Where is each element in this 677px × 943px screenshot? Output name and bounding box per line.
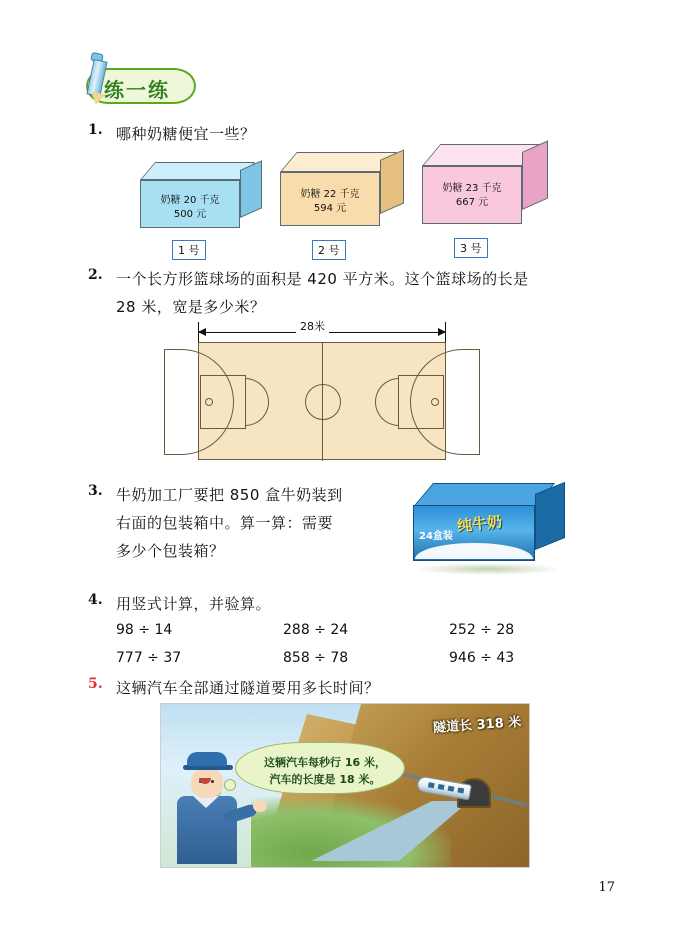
basketball-court-figure: [198, 318, 488, 463]
court-dimension-line: [198, 318, 446, 340]
exercise-5-number: 5.: [88, 676, 103, 692]
exercise-3-number: 3.: [88, 483, 103, 499]
candy-box-2-tag: 2 号: [312, 240, 346, 260]
exercise-1-text: 哪种奶糖便宜一些？: [116, 125, 256, 143]
exercise-5-text: 这辆汽车全部通过隧道要用多长时间？: [116, 679, 380, 697]
exercise-4-text: 用竖式计算，并验算。: [116, 595, 272, 613]
badge-label: 练一练: [104, 78, 170, 102]
speech-bubble-line1: 这辆汽车每秒行 16 米，: [264, 756, 386, 769]
exercise-3-line1: 牛奶加工厂要把 850 盒牛奶装到: [116, 486, 343, 504]
exercise-4-number: 4.: [88, 592, 103, 608]
page-number: 17: [598, 880, 615, 895]
candy-box-3-line1: 奶糖 23 千克: [442, 183, 502, 194]
court-rectangle: [198, 342, 446, 460]
character-illustration: [171, 752, 249, 864]
milk-brand-label: 纯牛奶: [456, 512, 503, 536]
candy-box-2-line1: 奶糖 22 千克: [300, 189, 360, 200]
calc-4: 777 ÷ 37: [116, 650, 182, 666]
exercise-2-number: 2.: [88, 267, 103, 283]
calc-6: 946 ÷ 43: [449, 650, 515, 666]
calc-3: 252 ÷ 28: [449, 622, 515, 638]
candy-box-1-tag: 1 号: [172, 240, 206, 260]
exercise-3-line3: 多少个包装箱？: [116, 542, 225, 560]
speech-bubble-line2: 汽车的长度是 18 米。: [269, 773, 381, 786]
calc-5: 858 ÷ 78: [283, 650, 349, 666]
exercise-2-line2: 28 米，宽是多少米？: [116, 298, 266, 316]
candy-box-3-line2: 667 元: [455, 197, 489, 208]
candy-boxes-figure: [140, 140, 560, 255]
milk-carton-figure: [405, 483, 585, 583]
candy-box-2-line2: 594 元: [313, 203, 347, 214]
tunnel-length-label: 隧道长 318 米: [432, 714, 522, 737]
milk-count-label: 24盒装: [419, 531, 453, 542]
practice-badge: [74, 52, 204, 110]
exercise-1-number: 1.: [88, 122, 103, 138]
exercise-2-line1: 一个长方形篮球场的面积是 420 平方米。这个篮球场的长是: [116, 270, 529, 288]
calc-1: 98 ÷ 14: [116, 622, 173, 638]
calc-2: 288 ÷ 24: [283, 622, 349, 638]
candy-box-1-line1: 奶糖 20 千克: [160, 195, 220, 206]
speech-bubble: [235, 742, 405, 794]
court-dimension-label: 28米: [296, 318, 329, 334]
candy-box-3-tag: 3 号: [454, 238, 488, 258]
exercise-3-line2: 右面的包装箱中。算一算：需要: [116, 514, 334, 532]
candy-box-1-line2: 500 元: [173, 209, 207, 220]
tunnel-scene-figure: [160, 703, 530, 868]
